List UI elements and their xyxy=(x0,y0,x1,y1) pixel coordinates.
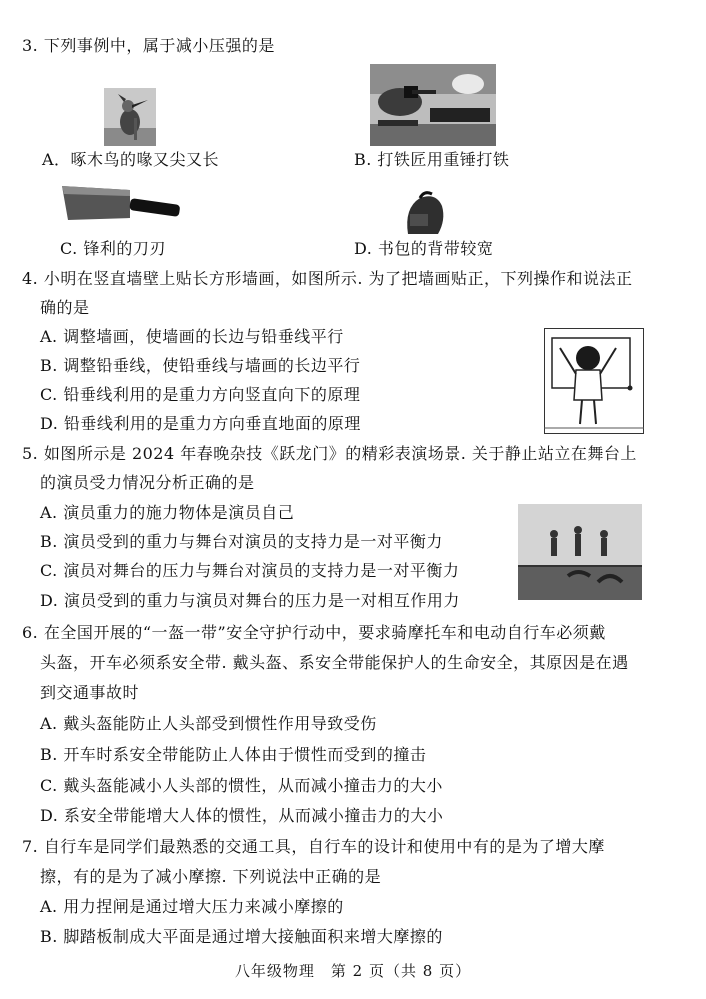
kitchen-knife-image xyxy=(58,180,182,224)
q4-option-a: A. 调整墙画，使墙画的长边与铅垂线平行 xyxy=(40,327,344,346)
q4-option-c: C. 铅垂线利用的是重力方向竖直向下的原理 xyxy=(40,385,361,404)
q5-stem-line1: 5. 如图所示是 2024 年春晚杂技《跃龙门》的精彩表演场景. 关于静止站立在舞台上 xyxy=(22,444,637,463)
q4-option-d: D. 铅垂线利用的是重力方向垂直地面的原理 xyxy=(40,414,361,433)
q4-stem-line1: 4. 小明在竖直墙壁上贴长方形墙画，如图所示. 为了把墙画贴正，下列操作和说法正 xyxy=(22,269,633,288)
q3-option-a: A．啄木鸟的喙又尖又长 xyxy=(42,150,220,169)
q6-option-b: B. 开车时系安全带能防止人体由于惯性而受到的撞击 xyxy=(40,745,427,764)
q5-option-c: C. 演员对舞台的压力与舞台对演员的支持力是一对平衡力 xyxy=(40,561,460,580)
q4-stem-line2: 确的是 xyxy=(40,298,90,317)
q7-option-b: B. 脚踏板制成大平面是通过增大接触面积来增大摩擦的 xyxy=(40,927,443,946)
q5-option-a: A. 演员重力的施力物体是演员自己 xyxy=(40,503,295,522)
acrobatics-stage-image xyxy=(518,504,642,600)
q3-option-d: D. 书包的背带较宽 xyxy=(354,239,494,258)
q3-option-c: C. 锋利的刀刃 xyxy=(60,239,166,258)
q7-option-a: A. 用力捏闸是通过增大压力来减小摩擦的 xyxy=(40,897,344,916)
q6-stem-line3: 到交通事故时 xyxy=(40,683,140,702)
q5-stem-line2: 的演员受力情况分析正确的是 xyxy=(40,473,255,492)
q7-stem-line1: 7. 自行车是同学们最熟悉的交通工具，自行车的设计和使用中有的是为了增大摩 xyxy=(22,837,605,856)
q3-option-b: B. 打铁匠用重锤打铁 xyxy=(354,150,510,169)
page-footer: 八年级物理 第 2 页（共 8 页） xyxy=(234,962,472,980)
backpack-image xyxy=(398,188,450,236)
q6-option-c: C. 戴头盔能减小人头部的惯性，从而减小撞击力的大小 xyxy=(40,776,443,795)
q5-option-d: D. 演员受到的重力与演员对舞台的压力是一对相互作用力 xyxy=(40,591,460,610)
q3-stem: 3. 下列事例中，属于减小压强的是 xyxy=(22,36,275,55)
q6-stem-line2: 头盔，开车必须系安全带. 戴头盔、系安全带能保护人的生命安全，其原因是在遇 xyxy=(40,653,629,672)
woodpecker-image xyxy=(104,88,156,146)
q5-option-b: B. 演员受到的重力与舞台对演员的支持力是一对平衡力 xyxy=(40,532,443,551)
q6-option-a: A. 戴头盔能防止人头部受到惯性作用导致受伤 xyxy=(40,714,377,733)
q7-stem-line2: 擦，有的是为了减小摩擦. 下列说法中正确的是 xyxy=(40,867,382,886)
q6-option-d: D. 系安全带能增大人体的惯性，从而减小撞击力的大小 xyxy=(40,806,444,825)
blacksmith-image xyxy=(370,64,496,146)
q6-stem-line1: 6. 在全国开展的“一盔一带”安全守护行动中，要求骑摩托车和电动自行车必须戴 xyxy=(22,623,606,642)
wall-painting-boy-image xyxy=(544,328,644,434)
q4-option-b: B. 调整铅垂线，使铅垂线与墙画的长边平行 xyxy=(40,356,361,375)
